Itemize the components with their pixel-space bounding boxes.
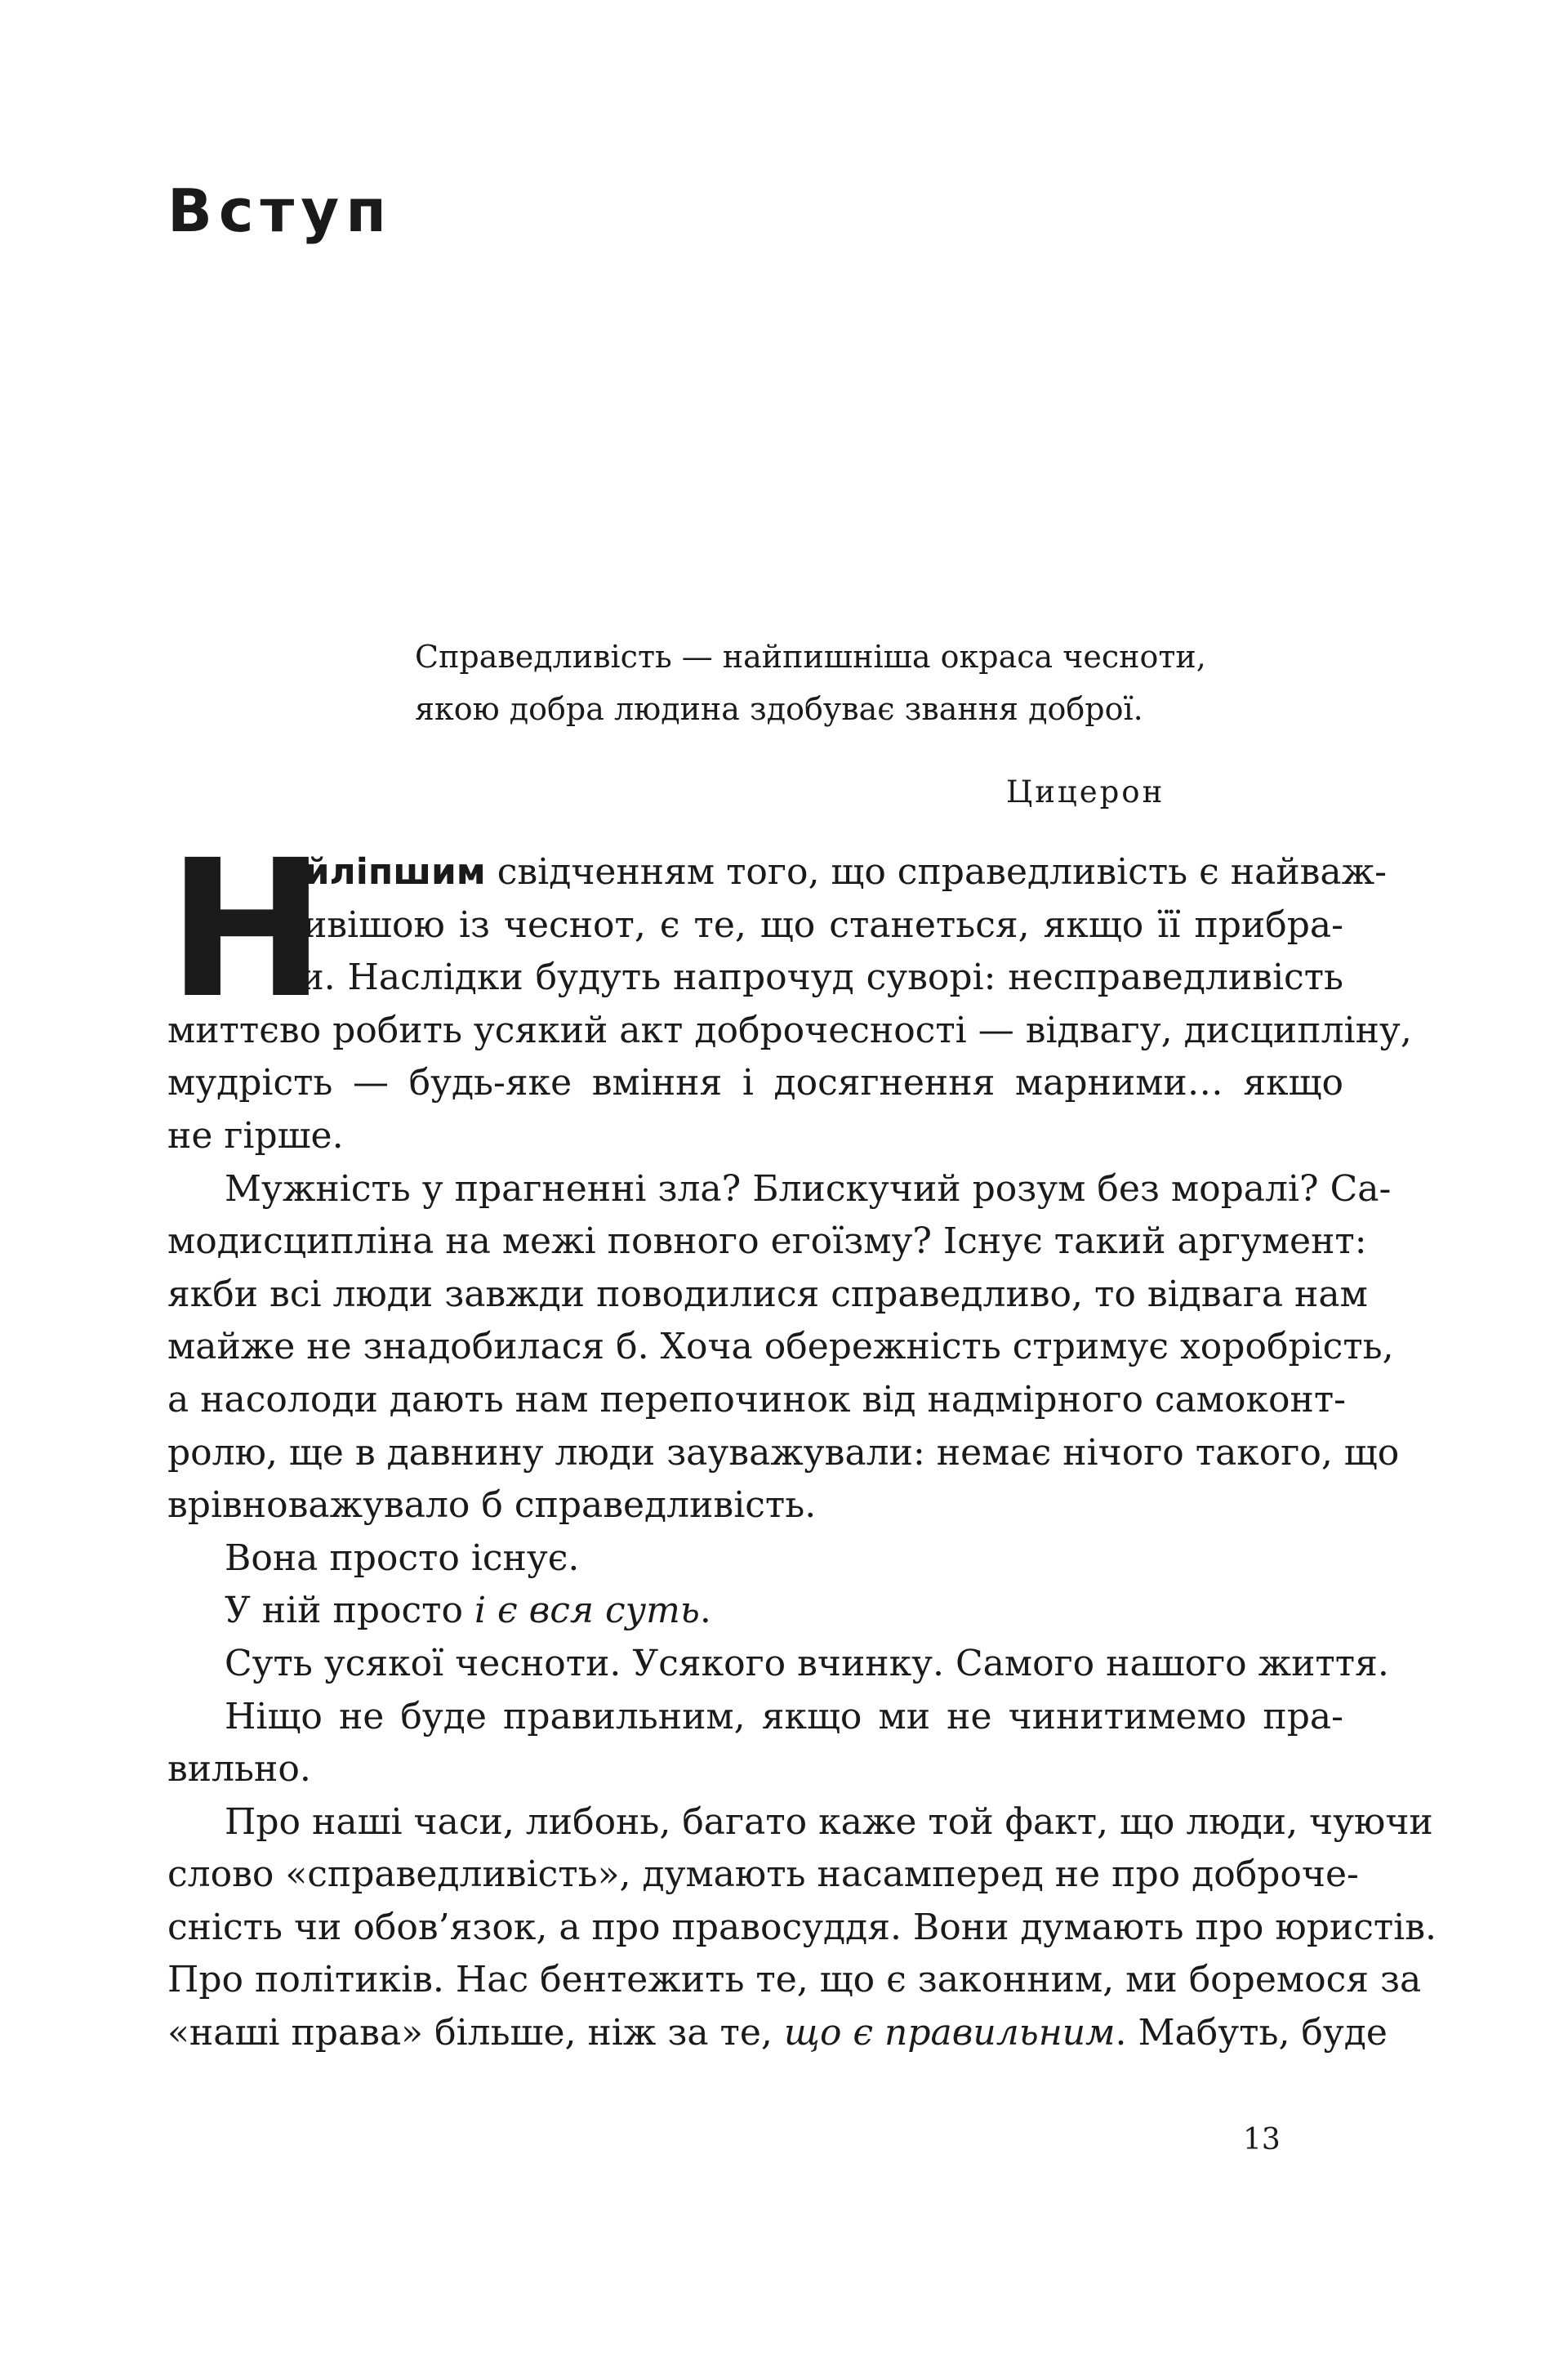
text-span: . Мабуть, буде [1115,2012,1388,2054]
drop-cap: Н [167,819,327,1040]
text-line: Вона просто існує. [225,1537,580,1579]
text-line: якби всі люди завжди поводилися справедливо, то відвага нам [167,1273,1368,1315]
epigraph-author: Цицерон [1006,774,1165,810]
lead-word: айліпшим [280,851,486,893]
epigraph-line: Справедливість — найпишніша окраса чесноти, [415,639,1206,675]
text-line: миттєво робить усякий акт доброчесності — відвагу, дисципліну, [167,1009,1412,1051]
page-number: 13 [1243,2123,1281,2157]
text-line: врівноважувало б справедливість. [167,1484,817,1527]
text-line: Ніщо не буде правильним, якщо ми не чинитимемо пра- [225,1695,1343,1737]
text-line: ти. Наслідки будуть напрочуд суворі: несправедливість [280,957,1343,999]
text-line: майже не знадобилася б. Хоча обережність стримує хоробрість, [167,1326,1394,1368]
text-span: У ній просто [225,1590,474,1632]
text-line: Суть усякої чесноти. Усякого вчинку. Самого нашого життя. [225,1642,1389,1684]
text-line: слово «справедливість», думають насамперед не про доброче- [167,1853,1359,1896]
text-line [167,1585,1343,1638]
text-span: свідченням того, що справедливість є найваж- [485,851,1387,893]
chapter-title: Вступ [167,176,393,245]
text-line: мудрість — будь-яке вміння і досягнення марними… якщо [167,1062,1343,1104]
text-line: модисципліна на межі повного егоїзму? Існує такий аргумент: [167,1220,1367,1263]
text-span: «наші права» більше, ніж за те, [167,2012,784,2054]
text-line [167,846,1387,899]
epigraph-line: якою добра людина здобуває звання доброї. [415,691,1143,727]
emphasis: і є вся суть [474,1590,700,1632]
text-line: Мужність у прагненні зла? Блискучий розум без моралі? Са- [225,1167,1392,1210]
text-line: Про наші часи, либонь, багато каже той факт, що люди, чуючи [225,1800,1433,1843]
body-text [167,819,1437,2060]
text-line: вильно. [167,1748,311,1791]
text-line: Про політиків. Нас бентежить те, що є законним, ми боремося за [167,1959,1422,2001]
text-line [167,2007,1388,2060]
text-line: ливішою із чеснот, є те, що станеться, якщо її прибра- [280,903,1343,946]
text-span: . [699,1590,711,1632]
text-line: а насолоди дають нам перепочинок від надмірного самоконт- [167,1378,1347,1421]
text-line: сність чи обов’язок, а про правосуддя. Вони думають про юристів. [167,1906,1437,1948]
emphasis: що є правильним [783,2012,1116,2054]
epigraph [415,631,1232,735]
text-line: не гірше. [167,1114,344,1157]
text-line: ролю, ще в давнину люди зауважували: немає нічого такого, що [167,1431,1400,1474]
